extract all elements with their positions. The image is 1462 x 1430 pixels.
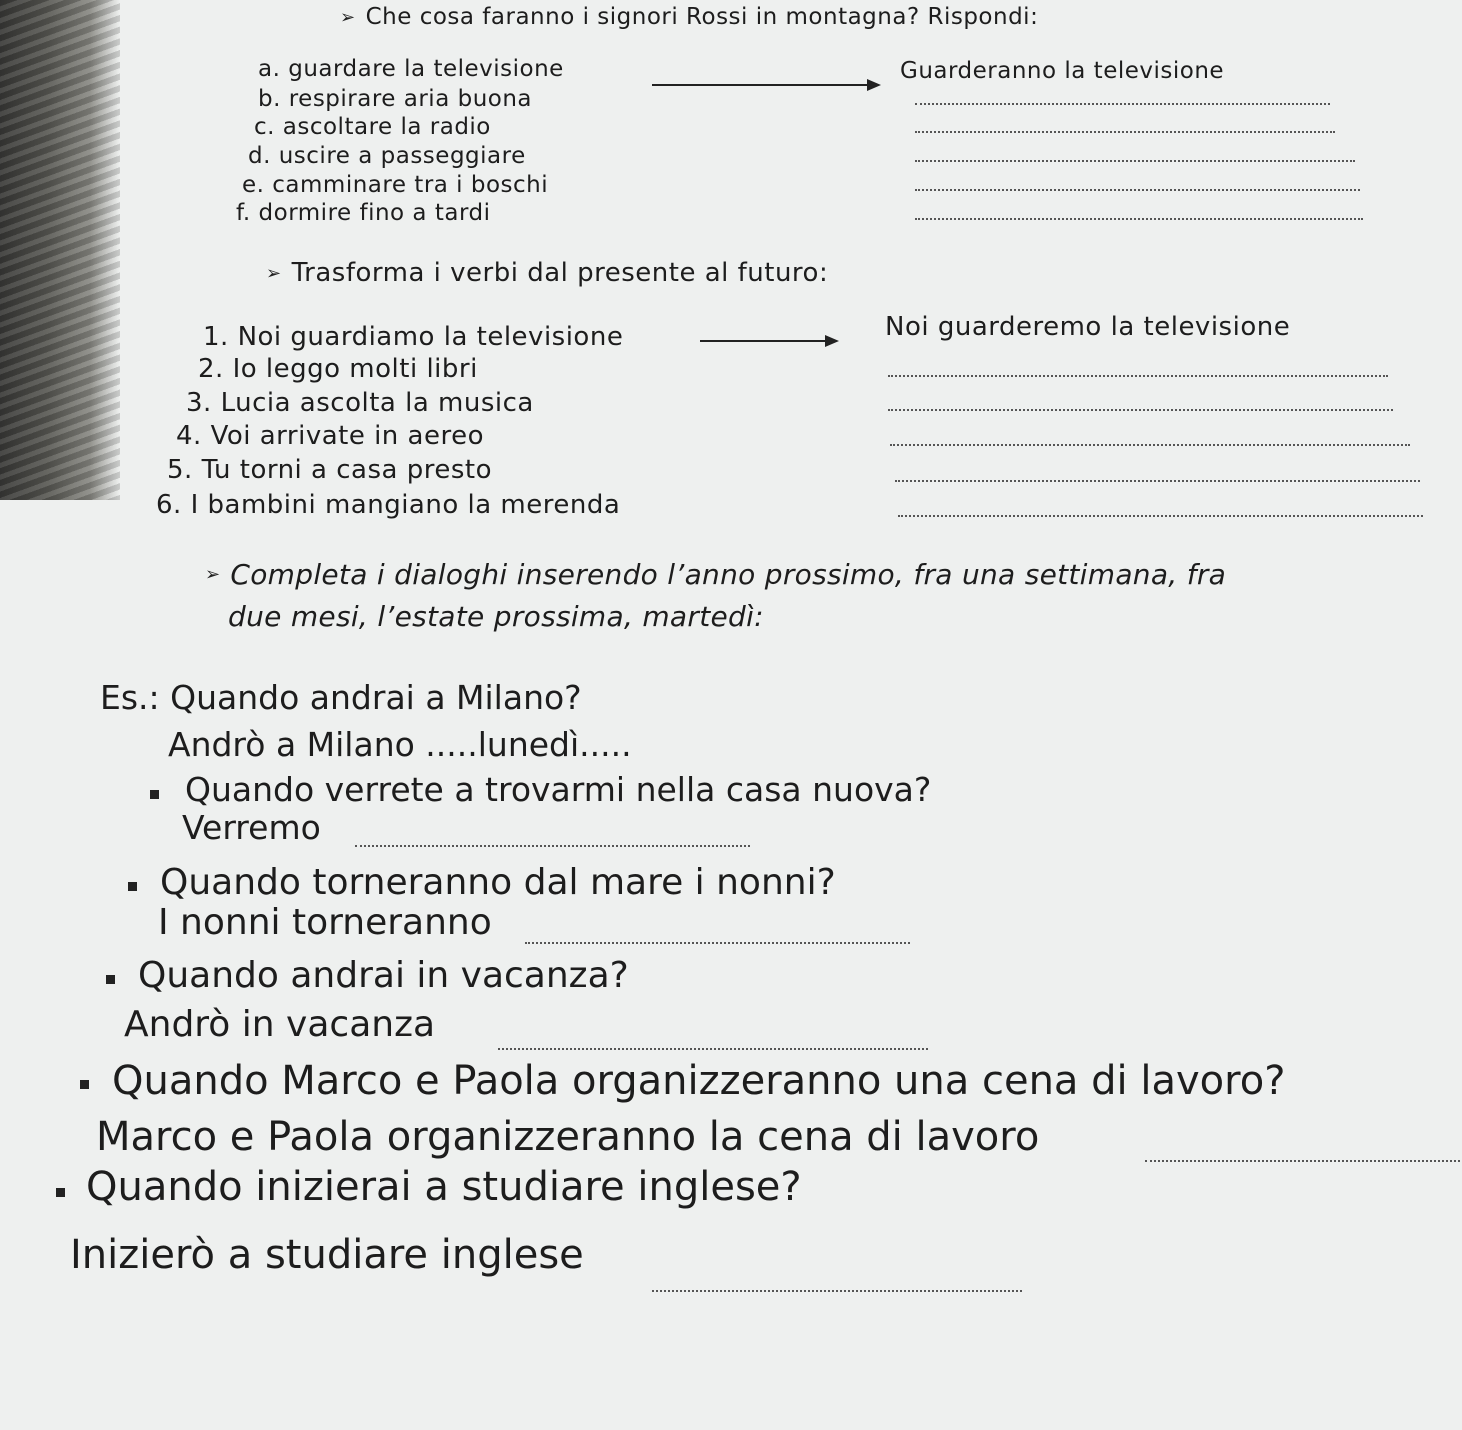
dialogue-4-question: Quando Marco e Paola organizzeranno una cena di lavoro? — [112, 1058, 1286, 1104]
square-bullet-icon — [106, 975, 115, 984]
dialogue-3-answer-line[interactable] — [498, 1048, 928, 1050]
answer-line-2[interactable] — [888, 375, 1388, 377]
square-bullet-icon — [80, 1080, 89, 1089]
square-bullet-icon — [56, 1188, 65, 1197]
dialogue-2-answer-line[interactable] — [525, 942, 910, 944]
answer-line-d[interactable] — [915, 160, 1355, 162]
dialogue-4-answer: Marco e Paola organizzeranno la cena di lavoro — [96, 1114, 1040, 1160]
dialogue-3-question: Quando andrai in vacanza? — [138, 955, 629, 996]
exercise1-item-d: d. uscire a passeggiare — [248, 143, 526, 169]
exercise3-instruction: ➢ Completa i dialoghi inserendo l’anno prossimo, fra una settimana, fra — [205, 558, 1227, 591]
exercise2-item-1: 1. Noi guardiamo la televisione — [203, 322, 624, 352]
answer-line-3[interactable] — [888, 409, 1393, 411]
dialogue-5-answer-line[interactable] — [652, 1290, 1022, 1292]
exercise1-item-c: c. ascoltare la radio — [254, 114, 491, 140]
answer-line-6[interactable] — [898, 515, 1423, 517]
dialogue-2-question: Quando torneranno dal mare i nonni? — [160, 862, 836, 903]
answer-line-f[interactable] — [915, 218, 1363, 220]
exercise2-instruction: ➢ Trasforma i verbi dal presente al futuro: — [266, 258, 829, 288]
dialogue-1-answer-line[interactable] — [355, 845, 750, 847]
exercise1-instruction: ➢ Che cosa faranno i signori Rossi in montagna? Rispondi: — [340, 4, 1039, 30]
dialogue-3-answer: Andrò in vacanza — [124, 1004, 436, 1045]
answer-line-e[interactable] — [915, 189, 1360, 191]
exercise3-instruction-line2: due mesi, l’estate prossima, martedì: — [228, 600, 764, 633]
exercise2-item-2: 2. Io leggo molti libri — [198, 354, 478, 384]
arrowhead-bullet-icon: ➢ — [340, 6, 356, 28]
dialogue-5-answer: Inizierò a studiare inglese — [70, 1232, 584, 1278]
answer-line-c[interactable] — [915, 131, 1335, 133]
answer-line-4[interactable] — [890, 444, 1410, 446]
exercise1-item-b: b. respirare aria buona — [258, 86, 533, 112]
exercise2-item-6: 6. I bambini mangiano la merenda — [156, 490, 621, 520]
dialogue-5-question: Quando inizierai a studiare inglese? — [86, 1164, 802, 1210]
square-bullet-icon — [150, 790, 159, 799]
exercise1-example-answer: Guarderanno la televisione — [900, 58, 1225, 84]
answer-line-5[interactable] — [895, 480, 1420, 482]
arrowhead-bullet-icon: ➢ — [266, 262, 282, 284]
photo-margin — [0, 0, 120, 500]
arrow-icon — [700, 340, 835, 342]
dialogue-1-answer: Verremo — [182, 808, 321, 847]
dialogue-4-answer-line[interactable] — [1145, 1160, 1460, 1162]
square-bullet-icon — [128, 882, 137, 891]
answer-line-b[interactable] — [915, 103, 1330, 105]
dialogue-2-answer: I nonni torneranno — [158, 902, 492, 943]
arrow-icon — [652, 84, 877, 86]
exercise2-item-4: 4. Voi arrivate in aereo — [176, 421, 485, 451]
exercise2-item-5: 5. Tu torni a casa presto — [167, 455, 492, 485]
exercise1-item-a: a. guardare la televisione — [258, 56, 564, 82]
exercise1-item-f: f. dormire fino a tardi — [236, 200, 491, 226]
exercise2-example-answer: Noi guarderemo la televisione — [885, 312, 1291, 342]
example-question: Es.: Quando andrai a Milano? — [100, 678, 582, 717]
exercise1-item-e: e. camminare tra i boschi — [242, 172, 549, 198]
dialogue-1-question: Quando verrete a trovarmi nella casa nuova? — [185, 770, 932, 809]
example-answer: Andrò a Milano .....lunedì..... — [168, 725, 632, 764]
exercise2-item-3: 3. Lucia ascolta la musica — [186, 388, 534, 418]
arrowhead-bullet-icon: ➢ — [205, 564, 221, 585]
